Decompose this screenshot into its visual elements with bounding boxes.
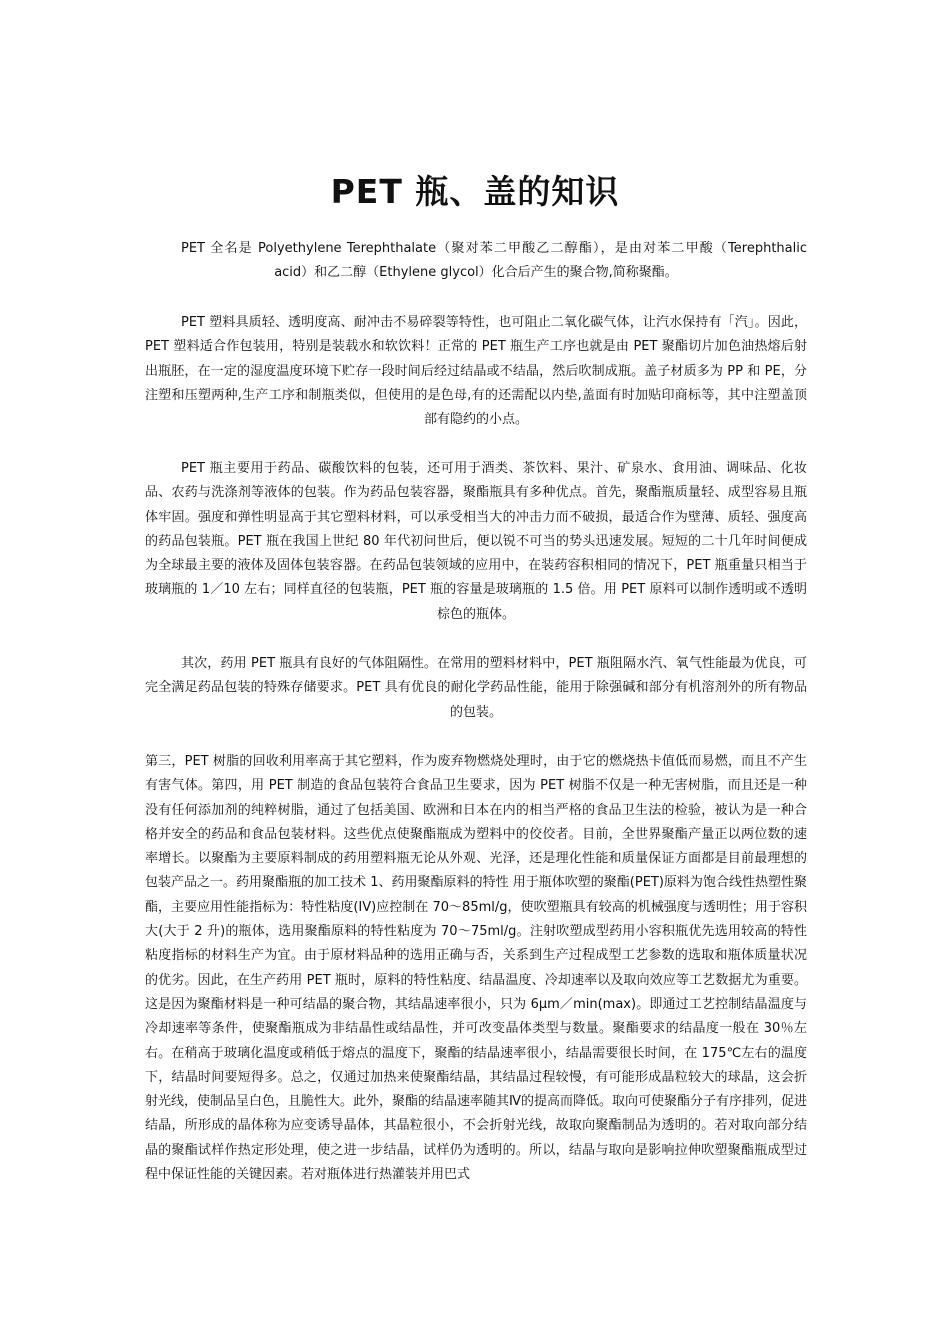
paragraph-pet-applications: PET 瓶主要用于药品、碳酸饮料的包装，还可用于酒类、茶饮料、果汁、矿泉水、食用油、调味品、化妆品、农药与洗涤剂等液体的包装。作为药品包装容器，聚酯瓶具有多种优点。首先，聚酯瓶质量轻、成型容易且瓶体牢固。强度和弹性明显高于其它塑料材料，可以承受相当大的冲击力而不破损，最适合作为壁薄、质轻、强度高的药品包装瓶。PET 瓶在我国上世纪 80 年代初问世后，便以锐不可当的势头迅速发展。短短的二十几年时间便成为全球最主要的液体及固体包装容器。在药品包装领域的应用中，在装药容积相同的情况下，PET 瓶重量只相当于玻璃瓶的 1／10 左右；同样直径的包装瓶，PET 瓶的容量是玻璃瓶的 1.5 倍。用 PET 原料可以制作透明或不透明棕色的瓶体。: [145, 461, 807, 622]
paragraph-gas-barrier: 其次，药用 PET 瓶具有良好的气体阻隔性。在常用的塑料材料中，PET 瓶阻隔水汽、氧气性能最为优良，可完全满足药品包装的特殊存储要求。PET 具有优良的耐化学药品性能，能用于除强碱和部分有机溶剂外的所有物品的包装。: [145, 656, 807, 720]
paragraph-pet-properties: PET 塑料具质轻、透明度高、耐冲击不易碎裂等特性，也可阻止二氧化碳气体，让汽水保持有「汽」。因此，PET 塑料适合作包装用，特别是装载水和软饮料！正常的 PET 瓶生产工序也就是由 PET 聚酯切片加色油热熔后射出瓶胚，在一定的湿度温度环境下贮存一段时间后经过结晶或不结晶，然后吹制成瓶。盖子材质多为 PP 和 PE，分注塑和压塑两种,生产工序和制瓶类似，但使用的是色母,有的还需配以内垫,盖面有时加贴印商标等，其中注塑盖顶部有隐约的小点。: [145, 315, 807, 428]
paragraph-recycling-processing: 第三，PET 树脂的回收利用率高于其它塑料，作为废弃物燃烧处理时，由于它的燃烧热卡值低而易燃，而且不产生有害气体。第四，用 PET 制造的食品包装符合食品卫生要求，因为 PET 树脂不仅是一种无害树脂，而且还是一种没有任何添加剂的纯粹树脂，通过了包括美国、欧洲和日本在内的相当严格的食品卫生法的检验，被认为是一种合格并安全的药品和食品包装材料。这些优点使聚酯瓶成为塑料中的佼佼者。目前，全世界聚酯产量正以两位数的速率增长。以聚酯为主要原料制成的药用塑料瓶无论从外观、光泽，还是理化性能和质量保证方面都是目前最理想的包装产品之一。药用聚酯瓶的加工技术 1、药用聚酯原料的特性 用于瓶体吹塑的聚酯(PET)原料为饱合线性热塑性聚酯，主要应用性能指标为：特性粘度(IV)应控制在 70～85ml/g，使吹塑瓶具有较高的机械强度与透明性；用于容积大(大于 2 升)的瓶体，选用聚酯原料的特性粘度为 70～75ml/g。注射吹塑成型药用小容积瓶优先选用较高的特性粘度指标的材料生产为宜。由于原材料品种的选用正确与否，关系到生产过程成型工艺参数的选取和瓶体质量状况的优劣。因此，在生产药用 PET 瓶时，原料的特性粘度、结晶温度、冷却速率以及取向效应等工艺数据尤为重要。这是因为聚酯材料是一种可结晶的聚合物，其结晶速率很小，只为 6μm／min(max)。即通过工艺控制结晶温度与冷却速率等条件，使聚酯瓶成为非结晶性或结晶性，并可改变晶体类型与数量。聚酯要求的结晶度一般在 30％左右。在稍高于玻璃化温度或稍低于熔点的温度下，聚酯的结晶速率很小，结晶需要很长时间，在 175℃左右的温度下，结晶时间要短得多。总之，仅通过加热来使聚酯结晶，其结晶过程较慢，有可能形成晶粒较大的球晶，这会折射光线，使制品呈白色，且脆性大。此外，聚酯的结晶速率随其Ⅳ的提高而降低。取向可使聚酯分子有序排列，促进结晶，所形成的晶体称为应变诱导晶体，其晶粒很小，不会折射光线，故取向聚酯制品为透明的。若对取向部分结晶的聚酯试样作热定形处理，使之进一步结晶，试样仍为透明的。所以，结晶与取向是影响拉伸吹塑聚酯瓶成型过程中保证性能的关键因素。若对瓶体进行热灌装并用巴式: [145, 754, 807, 1183]
paragraph-pet-definition: PET 全名是 Polyethylene Terephthalate（聚对苯二甲酸乙二醇酯），是由对苯二甲酸（Terephthalic acid）和乙二醇（Ethylene glycol）化合后产生的聚合物,简称聚酯。: [181, 241, 807, 281]
document-title: PET 瓶、盖的知识: [330, 172, 620, 212]
